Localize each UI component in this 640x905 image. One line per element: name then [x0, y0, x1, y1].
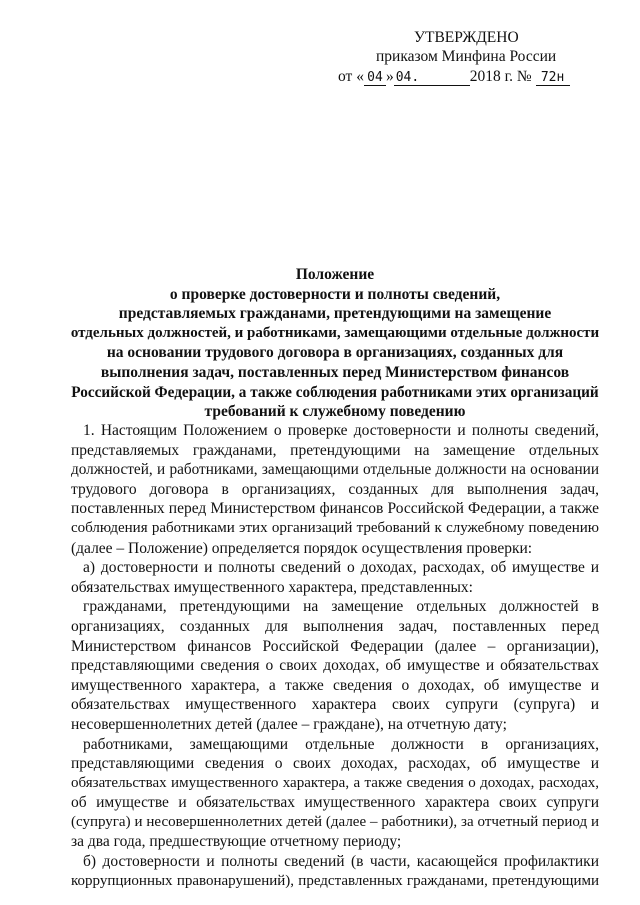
- body-line: б) достоверности и полноты сведений (в части, касающейся профилактики: [83, 853, 599, 871]
- body-line: об имуществе и обязательствах имущественного характера своих супруги: [71, 794, 599, 812]
- order-number: 72н: [536, 70, 570, 86]
- body-line: обязательствах имущественного характера, а также сведения о доходах, расходах,: [71, 774, 599, 791]
- body-line: гражданами, претендующими на замещение отдельных должностей в: [83, 598, 599, 616]
- document-title: [70, 265, 600, 422]
- title-line: на основании трудового договора в организациях, созданных для: [106, 344, 564, 362]
- document-body: [71, 421, 599, 891]
- body-line: за два года, предшествующие отчетному периоду;: [71, 833, 402, 851]
- body-line: работниками, замещающими отдельные должности в организациях,: [83, 735, 599, 753]
- body-line: Министерством финансов Российской Федерации (далее – организации),: [71, 637, 599, 655]
- date-month: 04.: [394, 70, 470, 86]
- body-line: обязательствах имущественного характера, представленных:: [71, 578, 473, 596]
- title-line: о проверке достоверности и полноты сведений,: [169, 285, 501, 303]
- title-line: требований к служебному поведению: [204, 403, 466, 421]
- body-line: трудового договора в организациях, созданных для выполнения задач,: [71, 480, 599, 498]
- body-line: а) достоверности и полноты сведений о доходах, расходах, об имуществе и: [83, 559, 599, 577]
- approval-date-number: [338, 67, 570, 86]
- body-line: представляющими сведения о своих доходах, расходах, об имуществе и: [71, 755, 599, 773]
- body-line: представляемых гражданами, претендующими на замещение отдельных: [71, 441, 599, 459]
- date-day: 04: [364, 70, 386, 86]
- body-line: поставленных перед Министерством финансов Российской Федерации, а также: [71, 500, 599, 518]
- body-line: коррупционных правонарушений), представленных гражданами, претендующими: [71, 872, 599, 889]
- title-line: выполнения задач, поставленных перед Министерством финансов: [100, 363, 570, 381]
- title-heading: Положение: [295, 266, 375, 283]
- body-line: (супруга) и несовершеннолетних детей (далее – работники), за отчетный период и: [71, 813, 599, 830]
- body-line: соблюдения работниками этих организаций требований к служебному поведению: [71, 519, 599, 536]
- body-line: должностей, и работниками, замещающими отдельные должности на основании: [71, 461, 599, 479]
- title-line: представляемых гражданами, претендующими на замещение: [118, 305, 552, 323]
- body-line: 1. Настоящим Положением о проверке достоверности и полноты сведений,: [83, 422, 599, 439]
- date-prefix: от «: [338, 68, 364, 85]
- body-line: организациях, созданных для выполнения задач, поставленных перед: [71, 617, 599, 635]
- title-line: Российской Федерации, а также соблюдения работниками этих организаций: [71, 383, 599, 401]
- title-line: отдельных должностей, и работниками, замещающими отдельные должности: [70, 324, 600, 341]
- body-line: несовершеннолетних детей (далее – граждане), на отчетную дату;: [71, 715, 507, 733]
- body-line: обязательствах имущественного характера своих супруги (супруга) и: [71, 696, 599, 714]
- body-line: имущественного характера, а также сведения о доходах, об имуществе и: [71, 676, 599, 694]
- approval-heading: УТВЕРЖДЕНО: [414, 29, 519, 46]
- date-day-close: »: [385, 68, 394, 85]
- date-year: 2018 г. №: [469, 68, 532, 85]
- body-line: (далее – Положение) определяется порядок осуществления проверки:: [71, 539, 533, 557]
- body-line: представляющими сведения о своих доходах, об имуществе и обязательствах: [71, 657, 599, 675]
- approval-order: приказом Минфина России: [376, 48, 557, 65]
